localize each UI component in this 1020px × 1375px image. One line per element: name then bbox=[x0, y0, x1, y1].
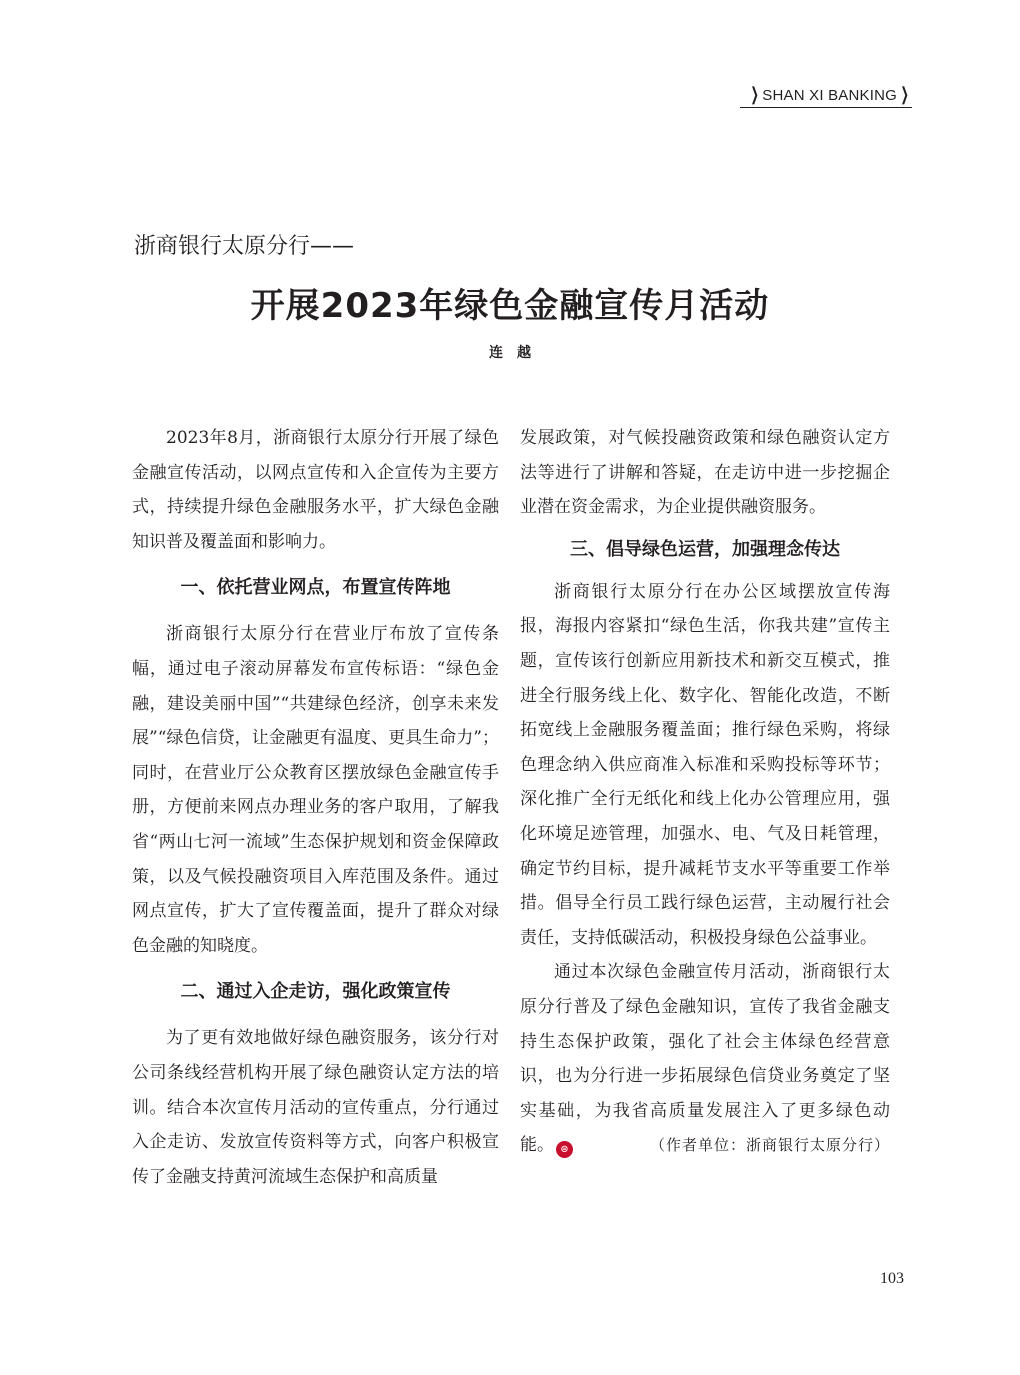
section3-paragraph: 浙商银行太原分行在办公区域摆放宣传海报，海报内容紧扣“绿色生活，你我共建”宣传主题，宣传该行创新应用新技术和新交互模式，推进全行服务线上化、数字化、智能化改造，不断拓宽线上金融服务覆盖面；推行绿色采购，将绿色理念纳入供应商准入标准和采购投标等环节；深化推广全行无纸化和线上化办公管理应用，强化环境足迹管理，加强水、电、气及日耗管理，确定节约目标，提升减耗节支水平等重要工作举措。倡导全行员工践行绿色运营，主动履行社会责任，支持低碳活动，积极投身绿色公益事业。 bbox=[520, 581, 890, 948]
article-title: 开展2023年绿色金融宣传月活动 bbox=[250, 286, 770, 326]
conclusion-text: 通过本次绿色金融宣传月活动，浙商银行太原分行普及了绿色金融知识，宣传了我省金融支持生态保护政策，强化了社会主体绿色经营意识，也为分行进一步拓展绿色信贷业务奠定了坚实基础，为我省高质量发展注入了更多绿色动能。 bbox=[520, 962, 890, 1156]
page-number: 103 bbox=[880, 1270, 904, 1287]
article-subtitle: 浙商银行太原分行—— bbox=[134, 234, 355, 259]
conclusion-paragraph bbox=[520, 955, 890, 1163]
author-unit: （作者单位：浙商银行太原分行） bbox=[649, 1136, 890, 1155]
section2-paragraph: 为了更有效地做好绿色融资服务，该分行对公司条线经营机构开展了绿色融资认定方法的培训。结合本次宣传月活动的宣传重点，分行通过入企走访、发放宣传资料等方式，向客户积极宣传了金融支持黄河流域生态保护和高质量 bbox=[132, 1028, 499, 1187]
article-author: 连越 bbox=[489, 345, 545, 361]
left-column bbox=[132, 421, 499, 1194]
section1-heading: 一、依托营业网点，布置宣传阵地 bbox=[180, 577, 451, 599]
section3-heading: 三、倡导绿色运营，加强理念传达 bbox=[570, 538, 840, 560]
section-tag: ❯ SHAN XI BANKING ❯ bbox=[750, 84, 909, 104]
intro-paragraph: 2023年8月，浙商银行太原分行开展了绿色金融宣传活动，以网点宣传和入企宣传为主要方式，持续提升绿色金融服务水平，扩大绿色金融知识普及覆盖面和影响力。 bbox=[132, 428, 499, 552]
header-rule bbox=[740, 107, 912, 108]
section2-heading: 二、通过入企走访，强化政策宣传 bbox=[180, 981, 451, 1003]
section-tag-text: SHAN XI BANKING bbox=[762, 87, 897, 104]
section1-paragraph: 浙商银行太原分行在营业厅布放了宣传条幅，通过电子滚动屏幕发布宣传标语：“绿色金融，建设美丽中国”“共建绿色经济，创享未来发展”“绿色信贷，让金融更有温度、更具生命力”；同时，在营业厅公众教育区摆放绿色金融宣传手册，方便前来网点办理业务的客户取用，了解我省“两山七河一流域”生态保护规划和资金保障政策，以及气候投融资项目入库范围及条件。通过网点宣传，扩大了宣传覆盖面，提升了群众对绿色金融的知晓度。 bbox=[132, 624, 499, 956]
journal-end-mark-icon: ⊜ bbox=[556, 1141, 573, 1158]
section2-paragraph-continued: 发展政策，对气候投融资政策和绿色融资认定方法等进行了讲解和答疑，在走访中进一步挖掘企业潜在资金需求，为企业提供融资服务。 bbox=[520, 428, 890, 518]
right-column bbox=[520, 421, 890, 1163]
